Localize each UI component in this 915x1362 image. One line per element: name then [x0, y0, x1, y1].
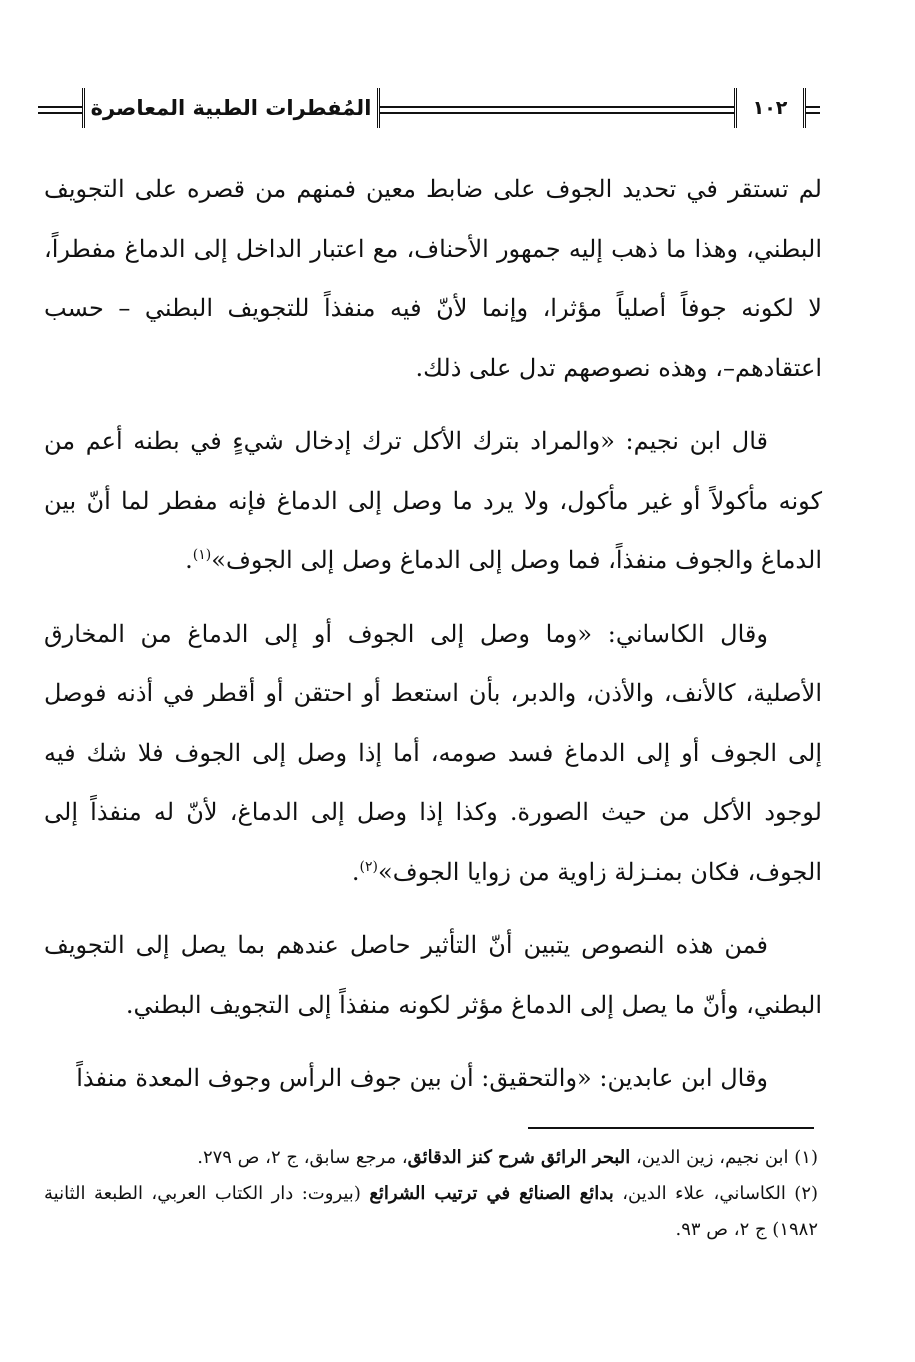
paragraph-2	[44, 412, 822, 591]
paragraph-5: وقال ابن عابدين: «والتحقيق: أن بين جوف الرأس وجوف المعدة منفذاً	[76, 1064, 768, 1092]
footnote-1-pre: (١) ابن نجيم، زين الدين،	[630, 1147, 818, 1168]
running-title: المُفطرات الطبية المعاصرة	[82, 88, 380, 128]
paragraph-2-end: .	[185, 546, 193, 574]
paragraph-4: فمن هذه النصوص يتبين أنّ التأثير حاصل عندهم بما يصل إلى التجويف البطني، وأنّ ما يصل إلى الدماغ مؤثر لكونه منفذاً إلى التجويف البطني.	[44, 931, 822, 1019]
page-number: ١٠٢	[734, 88, 806, 128]
footnote-2-post: (بيروت: دار الكتاب العربي، الطبعة الثانية ١٩٨٢) ج ٢، ص ٩٣.	[44, 1183, 818, 1240]
footnote-separator	[528, 1127, 814, 1129]
footnote-2-book-title: بدائع الصنائع في ترتيب الشرائع	[369, 1183, 614, 1204]
footnote-ref-2: (٢)	[359, 858, 379, 875]
footnote-2-pre: (٢) الكاساني، علاء الدين،	[613, 1183, 819, 1204]
paragraph-2-text: قال ابن نجيم: «والمراد بترك الأكل ترك إدخال شيءٍ في بطنه أعم من كونه مأكولاً أو غير مأكول، ولا يرد ما وصل إلى الدماغ فإنه مفطر لما أنّ بين الدماغ والجوف منفذاً، فما وصل إلى الدماغ وصل إلى الجوف»	[44, 427, 822, 574]
footnote-2	[44, 1176, 818, 1248]
footnote-1-post: ، مرجع سابق، ج ٢، ص ٢٧٩.	[197, 1147, 408, 1168]
paragraph-3-text: وقال الكاساني: «وما وصل إلى الجوف أو إلى الدماغ من المخارق الأصلية، كالأنف، والأذن، والدبر، بأن استعط أو احتقن أو أقطر في أذنه فوصل إلى الجوف أو إلى الدماغ فسد صومه، أما إذا وصل إلى الجوف فلا شك فيه لوجود الأكل من حيث الصورة. وكذا إذا وصل إلى الدماغ، لأنّ له منفذاً إلى الجوف، فكان بمنـزلة زاوية من زوايا الجوف»	[44, 619, 822, 886]
paragraph-1: لم تستقر في تحديد الجوف على ضابط معين فمنهم من قصره على التجويف البطني، وهذا ما ذهب إليه جمهور الأحناف، مع اعتبار الداخل إلى الدماغ مفطراً، لا لكونه جوفاً أصلياً مؤثرا، وإنما لأنّ فيه منفذاً للتجويف البطني – حسب اعتقادهم–، وهذه نصوصهم تدل على ذلك.	[44, 175, 822, 382]
paragraph-3-end: .	[351, 857, 360, 886]
footnote-1	[44, 1140, 818, 1176]
footnotes	[44, 1140, 818, 1248]
footnote-ref-1: (١)	[192, 547, 212, 563]
body-text	[44, 160, 822, 1123]
paragraph-3	[44, 605, 822, 903]
page-header	[38, 86, 820, 130]
footnote-1-book-title: البحر الرائق شرح كنز الدقائق	[407, 1147, 631, 1168]
